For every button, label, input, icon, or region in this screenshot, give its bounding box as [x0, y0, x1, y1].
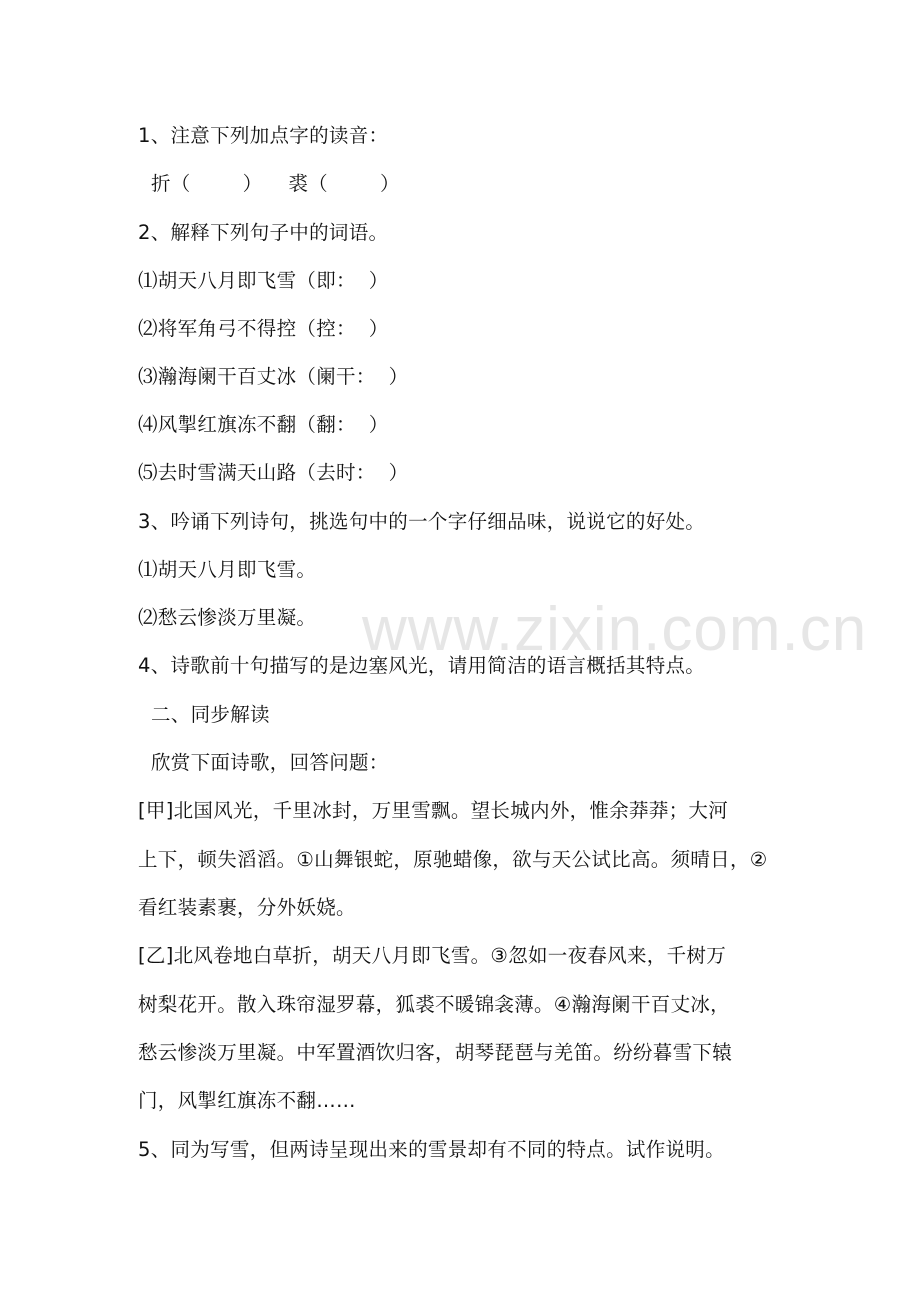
question-1-blanks: 折（ ） 裘（ ）	[138, 172, 400, 195]
question-2-item-2: ⑵将军角弓不得控（控： ）	[138, 317, 389, 340]
question-1-heading: 1、注意下列加点字的读音：	[138, 124, 389, 147]
question-3-item-2: ⑵愁云惨淡万里凝。	[138, 606, 317, 629]
poem-jia-line-1: [甲]北国风光，千里冰封，万里雪飘。望长城内外，惟余莽莽；大河	[138, 799, 729, 822]
question-3-heading: 3、吟诵下列诗句，挑选句中的一个字仔细品味，说说它的好处。	[138, 510, 706, 533]
question-2-heading: 2、解释下列句子中的词语。	[138, 221, 389, 244]
question-5-heading: 5、同为写雪，但两诗呈现出来的雪景却有不同的特点。试作说明。	[138, 1138, 725, 1161]
question-3-item-1: ⑴胡天八月即飞雪。	[138, 558, 317, 581]
question-2-item-5: ⑸去时雪满天山路（去时： ）	[138, 461, 409, 484]
poem-yi-line-2: 树梨花开。散入珠帘湿罗幕，狐裘不暖锦衾薄。④瀚海阑干百丈冰，	[138, 993, 730, 1016]
poem-jia-line-3: 看红装素裹，分外妖娆。	[138, 896, 356, 919]
section-2-heading: 二、同步解读	[138, 703, 270, 726]
poem-yi-line-3: 愁云惨淡万里凝。中军置酒饮归客，胡琴琵琶与羌笛。纷纷暮雪下辕	[138, 1041, 733, 1064]
watermark: www.zixin.com.cn	[362, 595, 868, 664]
poem-jia-line-2: 上下，顿失滔滔。①山舞银蛇，原驰蜡像，欲与天公试比高。须晴日，②	[138, 848, 768, 871]
question-2-item-3: ⑶瀚海阑干百丈冰（阑干： ）	[138, 365, 409, 388]
poem-yi-line-4: 门，风掣红旗冻不翻……	[138, 1089, 356, 1112]
question-2-item-4: ⑷风掣红旗冻不翻（翻： ）	[138, 413, 389, 436]
section-2-instruction: 欣赏下面诗歌，回答问题：	[138, 751, 389, 774]
poem-yi-line-1: [乙]北风卷地白草折，胡天八月即飞雪。③忽如一夜春风来，千树万	[138, 944, 726, 967]
question-2-item-1: ⑴胡天八月即飞雪（即： ）	[138, 269, 389, 292]
question-4-heading: 4、诗歌前十句描写的是边塞风光，请用简洁的语言概括其特点。	[138, 654, 706, 677]
